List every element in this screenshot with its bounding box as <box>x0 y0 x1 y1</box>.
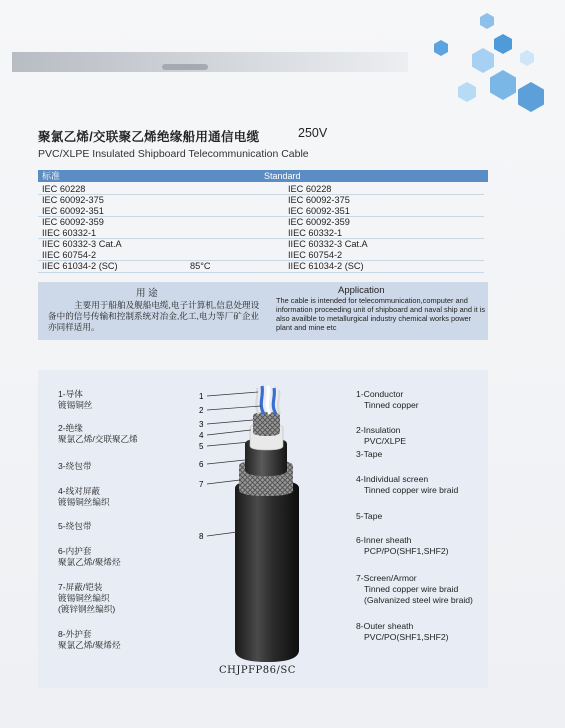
voltage-rating: 250V <box>298 126 328 140</box>
temperature-rating: 85°C <box>190 261 211 271</box>
layer-material: Tinned copper wire braid <box>364 485 459 495</box>
layer-item-en <box>356 573 473 606</box>
layer-item-cn <box>58 486 110 508</box>
row-divider <box>38 238 484 239</box>
title-chinese: 聚氯乙烯/交联聚乙烯绝缘船用通信电缆 <box>38 130 260 144</box>
layer-title: 7-Screen/Armor <box>356 573 417 583</box>
callout-number: 3 <box>199 420 204 429</box>
callout-number: 2 <box>199 406 204 415</box>
layer-title: 5-绕包带 <box>58 521 92 531</box>
layer-material-alt: (Galvanized steel wire braid) <box>364 595 473 605</box>
hex-decoration-icon <box>458 82 476 102</box>
standard-row: IIEC 60754-2 <box>42 250 97 260</box>
standard-row: IEC 60092-351 <box>288 206 350 216</box>
standard-row: IIEC 60754-2 <box>288 250 343 260</box>
cable-cross-section-illustration <box>195 380 325 665</box>
layer-title: 6-Inner sheath <box>356 535 412 545</box>
application-header-cn: 用 途 <box>136 288 158 299</box>
layer-item-en <box>356 621 449 643</box>
layer-item-en <box>356 389 419 411</box>
application-box <box>38 282 488 340</box>
layer-title: 7-屏蔽/铠装 <box>58 582 103 592</box>
callout-number: 6 <box>199 460 204 469</box>
layer-material: Tinned copper <box>364 400 419 410</box>
application-text-cn: 主要用于船舶及舰船电缆,电子计算机,信息处理设备中的信号传输和控制系统对冶金,化工,电力等厂矿企业亦同样适用。 <box>48 300 260 332</box>
layer-item-en <box>356 425 406 447</box>
layer-material: PVC/PO(SHF1,SHF2) <box>364 632 449 642</box>
layer-material: 镀锡铜丝编织 <box>58 497 110 507</box>
layer-title: 1-Conductor <box>356 389 404 399</box>
hex-decoration-icon <box>472 48 494 73</box>
layer-item-cn <box>58 521 91 532</box>
hex-decoration-icon <box>494 34 512 54</box>
layer-title: 5-Tape <box>356 511 383 521</box>
pair-screen <box>253 412 280 436</box>
layer-item-en <box>356 535 449 557</box>
layer-title: 4-线对屏蔽 <box>58 486 101 496</box>
hex-decoration-icon <box>490 70 516 100</box>
layer-item-cn <box>58 582 115 615</box>
standard-row: IIEC 61034-2 (SC) <box>42 261 118 271</box>
layer-material: PVC/XLPE <box>364 436 407 446</box>
layer-item-cn <box>58 389 92 411</box>
title-english: PVC/XLPE Insulated Shipboard Telecommunication Cable <box>38 148 309 160</box>
layer-title: 2-绝缘 <box>58 423 83 433</box>
layer-title: 3-绕包带 <box>58 461 92 471</box>
layer-item-cn <box>58 629 121 651</box>
layer-material: Tinned copper wire braid <box>364 584 459 594</box>
layer-material: 聚氯乙烯/聚烯烃 <box>58 640 121 650</box>
layer-item-en <box>356 511 382 522</box>
standard-row: IEC 60092-359 <box>42 217 104 227</box>
row-divider <box>38 216 484 217</box>
layer-material: 镀锡铜丝编织 <box>58 593 110 603</box>
layer-title: 4-Individual screen <box>356 474 429 484</box>
standard-row: IIEC 61034-2 (SC) <box>288 261 364 271</box>
layer-material: 镀锡铜丝 <box>58 400 93 410</box>
application-header-en: Application <box>338 285 385 296</box>
standard-row: IIEC 60332-3 Cat.A <box>42 239 122 249</box>
standard-row: IEC 60228 <box>288 184 332 194</box>
callout-number: 7 <box>199 480 204 489</box>
standard-row: IIEC 60332-3 Cat.A <box>288 239 368 249</box>
application-text-en: The cable is intended for telecommunication,computer and information proceeding unit of shipboard and naval ship and it is also availble to metallurgical industry chemical works power plant and mine etc <box>276 296 486 332</box>
standards-header-en: Standard <box>260 170 488 182</box>
layer-item-en <box>356 449 382 460</box>
cable-model-code: CHJPFP86/SC <box>219 665 296 676</box>
standard-row: IEC 60092-351 <box>42 206 104 216</box>
standards-header-cn: 标准 <box>38 170 260 182</box>
row-divider <box>38 260 484 261</box>
layer-title: 2-Insulation <box>356 425 401 435</box>
callout-number: 8 <box>199 532 204 541</box>
layer-material: PCP/PO(SHF1,SHF2) <box>364 546 449 556</box>
layer-title: 6-内护套 <box>58 546 92 556</box>
header-bar <box>12 52 408 72</box>
standard-row: IEC 60092-375 <box>42 195 104 205</box>
standard-row: IEC 60092-359 <box>288 217 350 227</box>
hex-decoration-icon <box>434 40 448 56</box>
standard-row: IIEC 60332-1 <box>288 228 343 238</box>
layer-item-en <box>356 474 458 496</box>
standards-table <box>38 170 488 274</box>
hex-decoration-icon <box>480 13 494 29</box>
layer-item-cn <box>58 423 138 445</box>
layer-material-alt: (镀锌钢丝编织) <box>58 604 116 614</box>
standard-row: IEC 60228 <box>42 184 86 194</box>
layer-title: 8-Outer sheath <box>356 621 414 631</box>
standard-row: IIEC 60332-1 <box>42 228 97 238</box>
hex-decoration-icon <box>518 82 544 112</box>
header-mark <box>162 64 208 70</box>
callout-number: 4 <box>199 431 204 440</box>
standard-row: IEC 60092-375 <box>288 195 350 205</box>
twisted-pair-conductors <box>256 386 280 414</box>
layer-item-cn <box>58 461 91 472</box>
layer-title: 8-外护套 <box>58 629 92 639</box>
layer-item-cn <box>58 546 121 568</box>
callout-number: 1 <box>199 392 204 401</box>
outer-sheath <box>235 480 299 662</box>
callout-number: 5 <box>199 442 204 451</box>
layer-title: 3-Tape <box>356 449 383 459</box>
layer-material: 聚氯乙烯/交联聚乙烯 <box>58 434 138 444</box>
layer-title: 1-导体 <box>58 389 83 399</box>
hex-decoration-icon <box>520 50 534 66</box>
row-divider <box>38 272 484 273</box>
layer-material: 聚氯乙烯/聚烯烃 <box>58 557 121 567</box>
row-divider <box>38 194 484 195</box>
